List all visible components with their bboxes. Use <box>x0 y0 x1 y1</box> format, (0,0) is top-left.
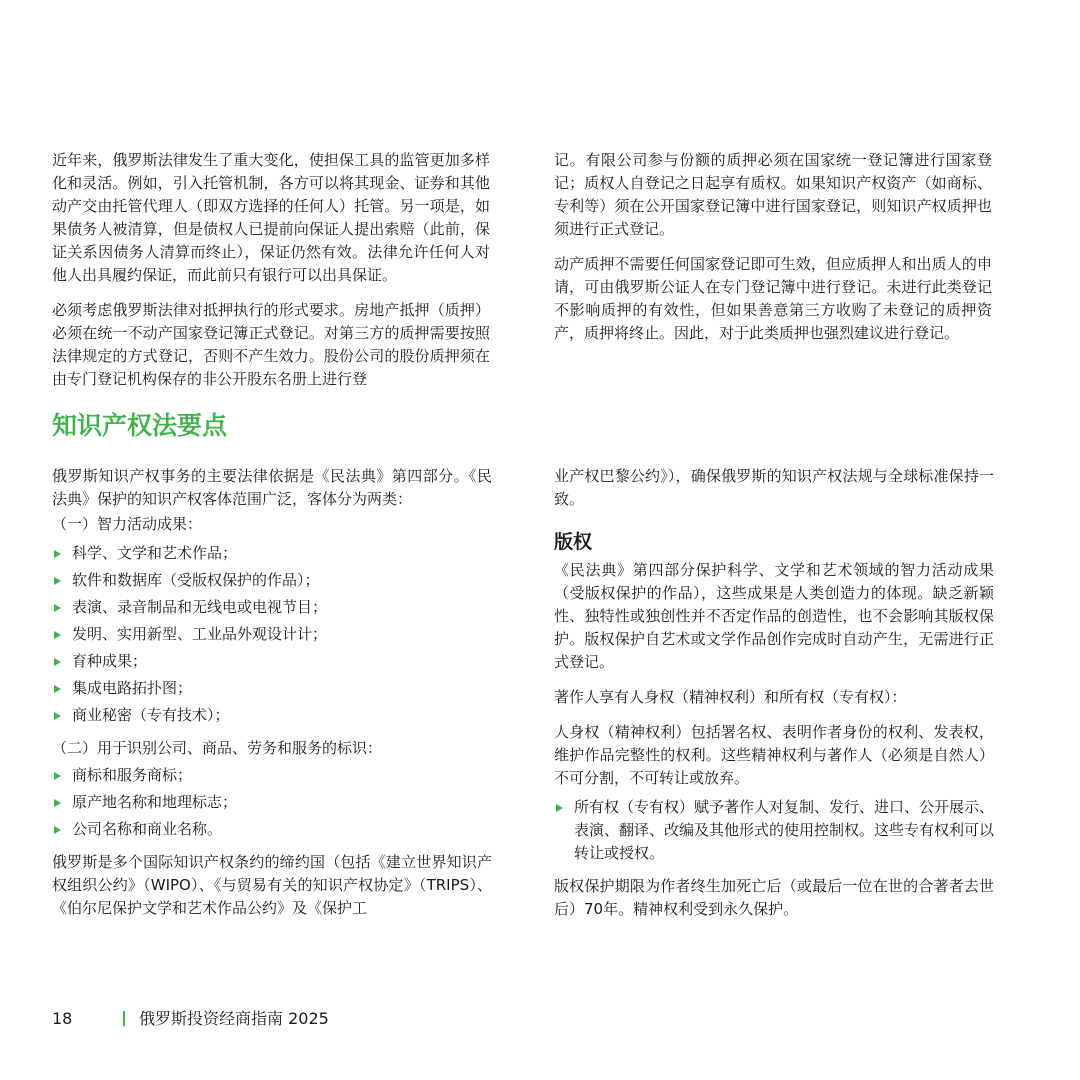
ip-intro-paragraph: 俄罗斯知识产权事务的主要法律依据是《民法典》第四部分。《民法典》保护的知识产权客体范围广泛，客体分为两类： <box>52 467 492 508</box>
bullet-icon <box>54 577 61 585</box>
paragraph-mortgage-formalities: 必须考虑俄罗斯法律对抵押执行的形式要求。房地产抵押（质押）必须在统一不动产国家登记簿正式登记。对第三方的质押需要按照法律规定的方式登记，否则不产生效力。股份公司的股份质押须在由专门登记机构保存的非公开股东名册上进行登 <box>52 301 490 388</box>
group2-label: （二）用于识别公司、商品、劳务和服务的标识： <box>52 739 383 757</box>
list-item: 原产地名称和地理标志； <box>52 791 492 814</box>
ip-left-column <box>52 465 492 932</box>
treaties-continued-paragraph: 业产权巴黎公约》），确保俄罗斯的知识产权法规与全球标准保持一致。 <box>554 467 994 508</box>
bullet-icon <box>54 799 61 807</box>
group1-label: （一）智力活动成果： <box>52 515 203 533</box>
copyright-paragraph-2: 著作人享有人身权（精神权利）和所有权（专有权）： <box>554 688 907 706</box>
paragraph-pledge-registration: 记。有限公司参与份额的质押必须在国家统一登记簿进行国家登记；质权人自登记之日起享有质权。如果知识产权资产（如商标、专利等）须在公开国家登记簿中进行国家登记，则知识产权质押也须进行正式登记。 <box>554 151 992 238</box>
bullet-icon <box>54 631 61 639</box>
footer-divider <box>123 1011 125 1026</box>
bullet-icon <box>54 712 61 720</box>
bullet-icon <box>54 658 61 666</box>
bullet-icon <box>54 550 61 558</box>
copyright-heading: 版权 <box>554 531 593 553</box>
group1-list <box>52 542 492 727</box>
guide-title: 俄罗斯投资经商指南 2025 <box>139 1009 329 1028</box>
treaties-paragraph: 俄罗斯是多个国际知识产权条约的缔约国（包括《建立世界知识产权组织公约》（WIPO）、《与贸易有关的知识产权协定》（TRIPS）、《伯尔尼保护文学和艺术作品公约》及《保护工 <box>52 853 492 917</box>
list-item: 表演、录音制品和无线电或电视节目； <box>52 596 492 619</box>
list-item: 科学、文学和艺术作品； <box>52 542 492 565</box>
list-item: 集成电路拓扑图； <box>52 677 492 700</box>
group2-list <box>52 764 492 841</box>
section-heading: 知识产权法要点 <box>52 411 228 440</box>
list-item: 软件和数据库（受版权保护的作品）； <box>52 569 492 592</box>
copyright-paragraph-3: 人身权（精神权利）包括署名权、表明作者身份的权利、发表权，维护作品完整性的权利。这些精神权利与著作人（必须是自然人）不可分割，不可转让或放弃。 <box>554 723 994 787</box>
ip-right-column <box>554 465 994 933</box>
copyright-paragraph-1: 《民法典》第四部分保护科学、文学和艺术领域的智力活动成果（受版权保护的作品），这些成果是人类创造力的体现。缺乏新颖性、独特性或独创性并不否定作品的创造性，也不会影响其版权保护。版权保护自艺术或文学作品创作完成时自动产生，无需进行正式登记。 <box>554 561 994 671</box>
copyright-paragraph-4: 版权保护期限为作者终生加死亡后（或最后一位在世的合著者去世后）70年。精神权利受到永久保护。 <box>554 877 994 918</box>
upper-left-column <box>52 149 490 403</box>
upper-right-column <box>554 149 992 357</box>
copyright-list <box>554 796 994 865</box>
bullet-icon <box>54 604 61 612</box>
bullet-icon <box>54 772 61 780</box>
list-item: 育种成果； <box>52 650 492 673</box>
paragraph-movable-pledge: 动产质押不需要任何国家登记即可生效，但应质押人和出质人的申请，可由俄罗斯公证人在专门登记簿中进行登记。未进行此类登记不影响质押的有效性，但如果善意第三方收购了未登记的质押资产，质押将终止。因此，对于此类质押也强烈建议进行登记。 <box>554 255 992 342</box>
bullet-icon <box>54 826 61 834</box>
list-item: 发明、实用新型、工业品外观设计计； <box>52 623 492 646</box>
page-number: 18 <box>52 1009 73 1028</box>
list-item: 公司名称和商业名称。 <box>52 818 492 841</box>
bullet-icon <box>54 685 61 693</box>
paragraph-legal-changes: 近年来，俄罗斯法律发生了重大变化，使担保工具的监管更加多样化和灵活。例如，引入托管机制，各方可以将其现金、证券和其他动产交由托管代理人（即双方选择的任何人）托管。另一项是，如果债务人被清算，但是债权人已提前向保证人提出索赔（此前，保证关系因债务人清算而终止），保证仍然有效。法律允许任何人对他人出具履约保证，而此前只有银行可以出具保证。 <box>52 151 490 284</box>
list-item: 所有权（专有权）赋予著作人对复制、发行、进口、公开展示、表演、翻译、改编及其他形式的使用控制权。这些专有权利可以转让或授权。 <box>554 796 994 865</box>
list-item: 商标和服务商标； <box>52 764 492 787</box>
list-item: 商业秘密（专有技术）； <box>52 704 492 727</box>
bullet-icon <box>556 804 563 812</box>
